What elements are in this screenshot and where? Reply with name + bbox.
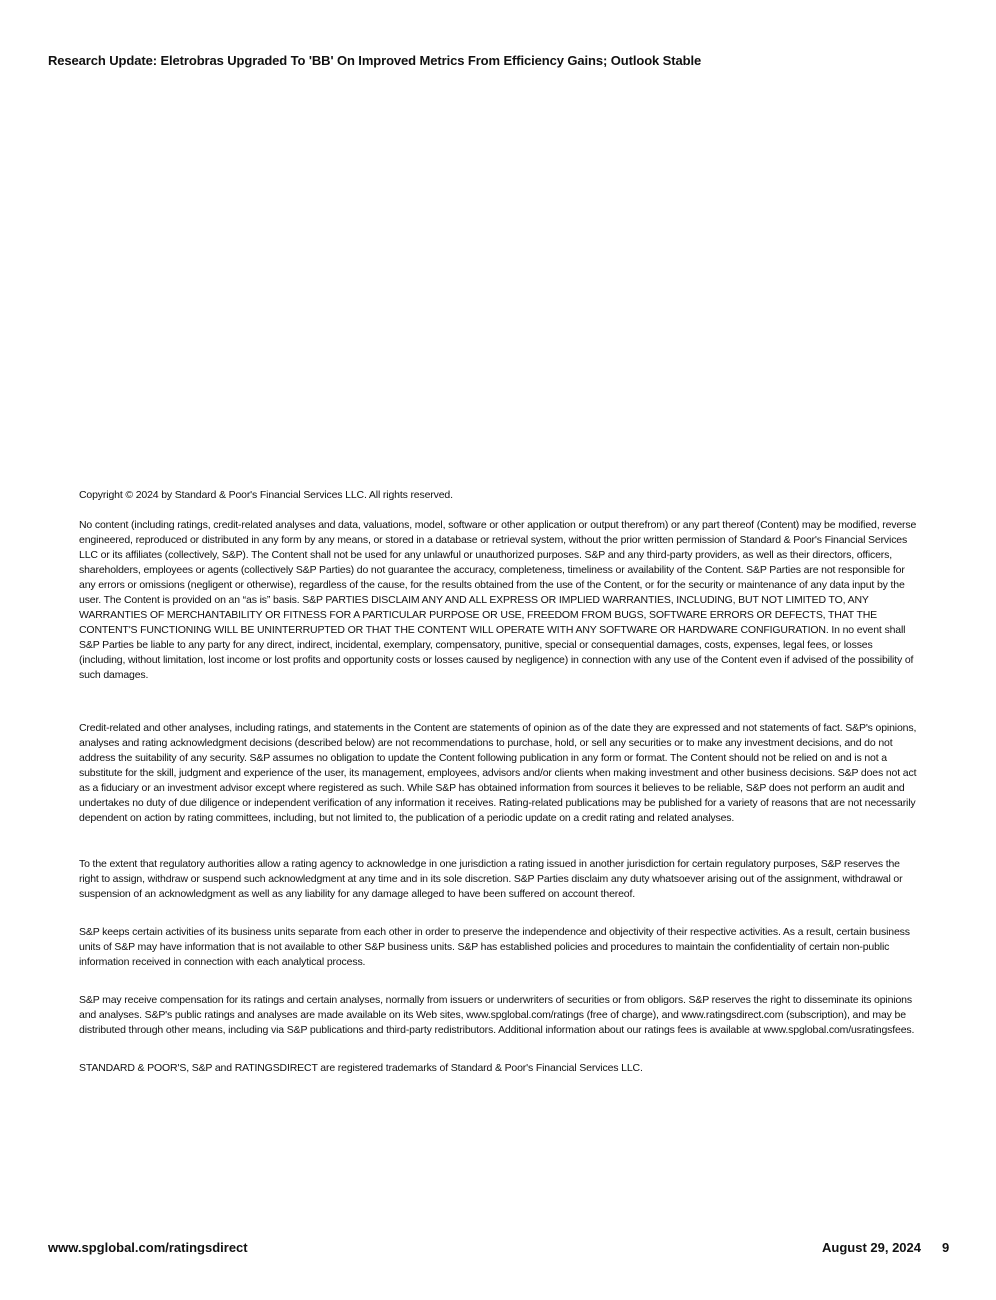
copyright-notice: Copyright © 2024 by Standard & Poor's Financial Services LLC. All rights reserved. — [79, 489, 453, 501]
disclaimer-paragraph: S&P may receive compensation for its ratings and certain analyses, normally from issuers or underwriters of securities or from obligors. S&P reserves the right to disseminate its opinions and analyses. S&P's public ratings and analyses are made available on its Web sites, www.spglobal.com/ratings (free of charge), and www.ratingsdirect.com (subscription), and may be distributed through other means, including via S&P publications and third-party redistributors. Additional information about our ratings fees is available at www.spglobal.com/usratingsfees. — [79, 994, 915, 1036]
disclaimer-paragraph: To the extent that regulatory authorities allow a rating agency to acknowledge in one jurisdiction a rating issued in another jurisdiction for certain regulatory purposes, S&P reserves the right to assign, withdraw or suspend such acknowledgment at any time and in its sole discretion. S&P Parties disclaim any duty whatsoever arising out of the assignment, withdrawal or suspension of an acknowledgment as well as any liability for any damage alleged to have been suffered on account thereof. — [79, 858, 903, 900]
document-title: Research Update: Eletrobras Upgraded To 'BB' On Improved Metrics From Efficiency Gains; Outlook Stable — [48, 53, 702, 68]
disclaimer-paragraph: No content (including ratings, credit-related analyses and data, valuations, model, software or other application or output therefrom) or any part thereof (Content) may be modified, reverse engineered, reproduced or distributed in any form by any means, or stored in a database or retrieval system, without the prior written permission of Standard & Poor's Financial Services LLC or its affiliates (collectively, S&P). The Content shall not be used for any unlawful or unauthorized purposes. S&P and any third-party providers, as well as their directors, officers, shareholders, employees or agents (collectively S&P Parties) do not guarantee the accuracy, completeness, timeliness or availability of the Content. S&P Parties are not responsible for any errors or omissions (negligent or otherwise), regardless of the cause, for the results obtained from the use of the Content, or for the security or maintenance of any data input by the user. The Content is provided on an “as is” basis. S&P PARTIES DISCLAIM ANY AND ALL EXPRESS OR IMPLIED WARRANTIES, INCLUDING, BUT NOT LIMITED TO, ANY WARRANTIES OF MERCHANTABILITY OR FITNESS FOR A PARTICULAR PURPOSE OR USE, FREEDOM FROM BUGS, SOFTWARE ERRORS OR DEFECTS, THAT THE CONTENT'S FUNCTIONING WILL BE UNINTERRUPTED OR THAT THE CONTENT WILL OPERATE WITH ANY SOFTWARE OR HARDWARE CONFIGURATION. In no event shall S&P Parties be liable to any party for any direct, indirect, incidental, exemplary, compensatory, punitive, special or consequential damages, costs, expenses, legal fees, or losses (including, without limitation, lost income or lost profits and opportunity costs or losses caused by negligence) in connection with any use of the Content even if advised of the possibility of such damages. — [79, 519, 917, 681]
disclaimer-paragraph: Credit-related and other analyses, including ratings, and statements in the Content are statements of opinion as of the date they are expressed and not statements of fact. S&P's opinions, analyses and rating acknowledgment decisions (described below) are not recommendations to purchase, hold, or sell any securities or to make any investment decisions, and do not address the suitability of any security. S&P assumes no obligation to update the Content following publication in any form or format. The Content should not be relied on and is not a substitute for the skill, judgment and experience of the user, its management, employees, advisors and/or clients when making investment and other business decisions. S&P does not act as a fiduciary or an investment advisor except where registered as such. While S&P has obtained information from sources it believes to be reliable, S&P does not perform an audit and undertakes no duty of due diligence or independent verification of any information it receives. Rating-related publications may be published for a variety of reasons that are not necessarily dependent on action by rating committees, including, but not limited to, the publication of a periodic update on a credit rating and related analyses. — [79, 722, 917, 824]
disclaimer-section — [79, 488, 921, 1076]
disclaimer-paragraph: S&P keeps certain activities of its business units separate from each other in order to preserve the independence and objectivity of their respective activities. As a result, certain business units of S&P may have information that is not available to other S&P business units. S&P has established policies and procedures to maintain the confidentiality of certain non-public information received in connection with each analytical process. — [79, 926, 910, 968]
footer-url: www.spglobal.com/ratingsdirect — [48, 1240, 248, 1255]
trademark-notice: STANDARD & POOR'S, S&P and RATINGSDIRECT are registered trademarks of Standard & Poor's Financial Services LLC. — [79, 1062, 643, 1074]
footer-date: August 29, 2024 — [822, 1240, 921, 1255]
page-number: 9 — [942, 1240, 950, 1255]
